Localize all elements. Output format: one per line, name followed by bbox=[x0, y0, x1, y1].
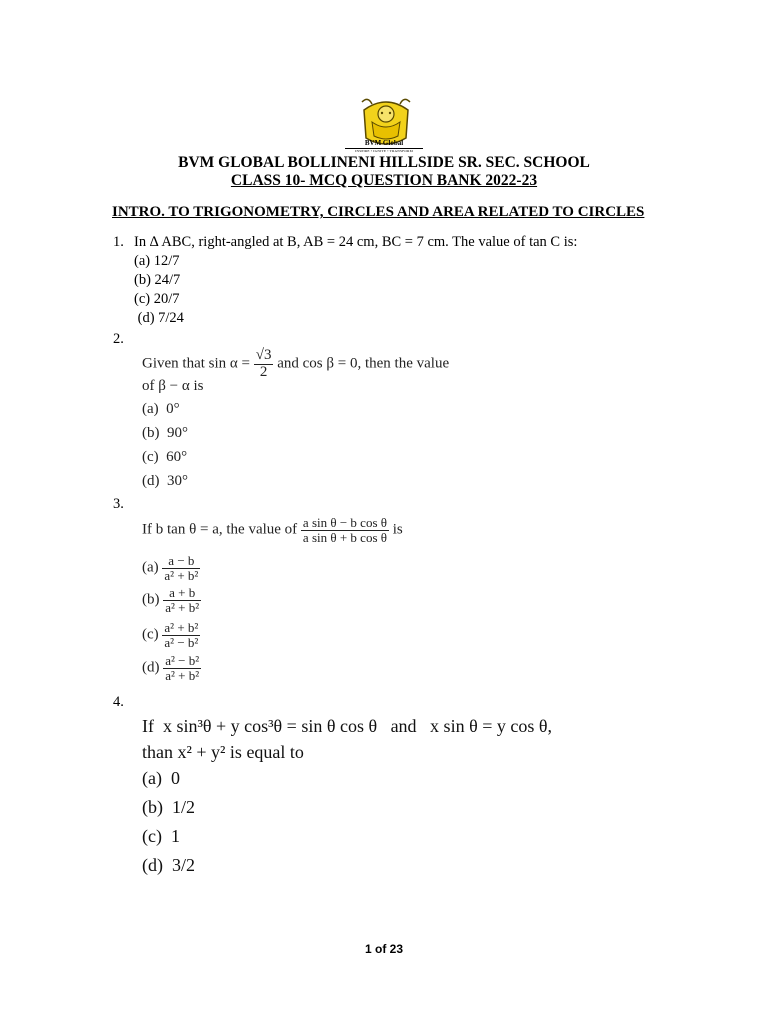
logo-tagline: INSPIRE • IGNITE • TRANSFORM bbox=[345, 148, 423, 153]
option-a: (a) $\frac{a - b}{\text{a² + b²}}$ bbox=[142, 553, 199, 583]
option-b: (b) 1/2 bbox=[142, 797, 195, 817]
option-d: (d) 30° bbox=[142, 473, 188, 489]
option-d: (d) 7/24 bbox=[134, 310, 184, 326]
option-b: (b) 90° bbox=[142, 425, 188, 441]
option-a: (a) 12/7 bbox=[134, 253, 180, 269]
option-c: (c) $\frac{\text{a² + b²}}{\text{a² − b²}}$ bbox=[142, 620, 199, 650]
logo-text: BVM Global bbox=[364, 139, 404, 147]
question-number: 1. bbox=[113, 234, 124, 250]
document-subtitle: CLASS 10- MCQ QUESTION BANK 2022-23 bbox=[230, 172, 538, 189]
page-number: 1 of 23 bbox=[364, 942, 403, 956]
option-a: (a) 0 bbox=[142, 768, 180, 788]
option-c: (c) 1 bbox=[142, 826, 180, 846]
question-number: 3. bbox=[113, 496, 124, 512]
question-text: If b tan θ = a, the value of $\frac{\text{a sin θ − b cos θ}}{\text{a sin θ + b cos θ}}$ is bbox=[142, 515, 403, 545]
option-c: (c) 20/7 bbox=[134, 291, 180, 307]
option-d: (d) 3/2 bbox=[142, 855, 195, 875]
option-d: (d) $\frac{\text{a² − b²}}{\text{a² + b²}}$ bbox=[142, 653, 200, 683]
question-text: Given that sin α = $\frac{√3}{2}$ and cos β = 0, then the value bbox=[142, 347, 450, 380]
question-text-line2: of β − α is bbox=[142, 378, 204, 394]
option-b: (b) $\frac{a + b}{\text{a² + b²}}$ bbox=[142, 585, 200, 615]
school-name: BVM GLOBAL BOLLINENI HILLSIDE SR. SEC. SCHOOL bbox=[178, 154, 590, 171]
question-text: In ∆ ABC, right-angled at B, AB = 24 cm, BC = 7 cm. The value of tan C is: bbox=[134, 234, 578, 250]
option-b: (b) 24/7 bbox=[134, 272, 181, 288]
option-a: (a) 0° bbox=[142, 401, 180, 417]
question-number: 2. bbox=[113, 331, 124, 347]
option-c: (c) 60° bbox=[142, 449, 188, 465]
question-number: 4. bbox=[113, 694, 124, 710]
question-text: If x sin³θ + y cos³θ = sin θ cos θ and x sin θ = y cos θ, bbox=[142, 716, 552, 736]
fraction: $\frac{√3}{2}$ bbox=[255, 347, 272, 380]
topic-heading: INTRO. TO TRIGONOMETRY, CIRCLES AND AREA RELATED TO CIRCLES bbox=[112, 204, 645, 220]
fraction: $\frac{\text{a sin θ − b cos θ}}{\text{a sin θ + b cos θ}}$ bbox=[302, 515, 387, 545]
question-text-line2: than x² + y² is equal to bbox=[142, 742, 304, 762]
